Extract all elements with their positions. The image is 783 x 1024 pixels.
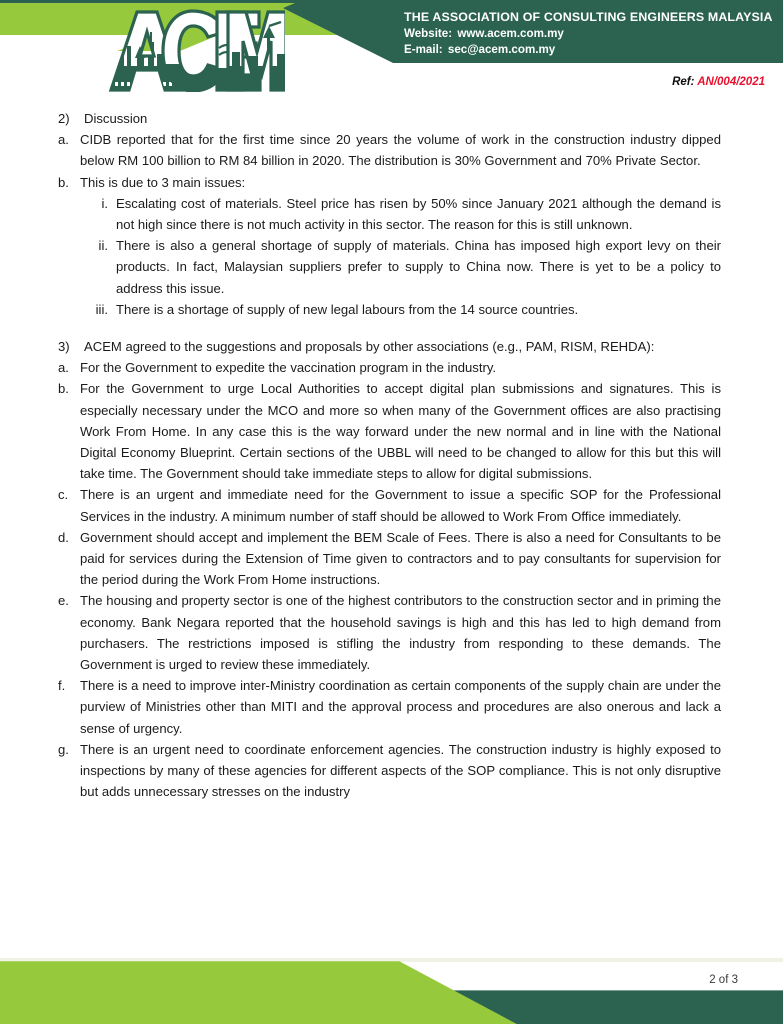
list-marker: a.: [58, 132, 69, 148]
list-marker: a.: [58, 360, 69, 376]
page-number: 2 of 3: [709, 974, 738, 986]
reference-label: Ref:: [672, 76, 695, 88]
list-marker: 2): [58, 111, 70, 126]
list-item: [58, 675, 721, 739]
list-item: [58, 357, 721, 378]
header-top-rule: [0, 0, 783, 3]
list-item: [58, 172, 721, 193]
list-marker: e.: [58, 593, 69, 609]
list-text: The housing and property sector is one of the highest contributors to the construction sector and in priming the economy. Bank Negara reported that the household savings is high and this has led to high demand from purchasers. The restrictions imposed is stifling the industry from responding to these demands. The Government is urged to review these immediately.: [80, 593, 721, 673]
list-text: Escalating cost of materials. Steel price has risen by 50% since January 2021 although the demand is not high since there is not much activity in this sector. The reason for this is still unknown.: [116, 195, 721, 233]
list-text: There is also a general shortage of supply of materials. China has imposed high export levy on their products. In fact, Malaysian suppliers prefer to supply to China now. There is yet to be a policy to address this issue.: [116, 238, 721, 296]
website-value[interactable]: www.acem.com.my: [457, 27, 564, 41]
list-item: [58, 129, 721, 171]
list-marker: g.: [58, 741, 69, 757]
list-item: [58, 378, 721, 484]
list-text: There is an urgent need to coordinate enforcement agencies. The construction industry is highly exposed to inspections by many of these agencies for different aspects of the SOP compliance. This is not only disruptive but adds unnecessary stresses on the industry: [80, 741, 721, 800]
list-marker: 3): [58, 339, 70, 355]
website-label: Website:: [404, 27, 453, 41]
email-line: [404, 42, 773, 58]
reference-value: AN/004/2021: [697, 76, 765, 88]
header-org-info: [404, 9, 773, 58]
list-marker: iii.: [95, 301, 108, 317]
list-text: This is due to 3 main issues:: [80, 174, 246, 190]
list-marker: i.: [101, 195, 108, 211]
list-item: [58, 739, 721, 803]
list-text: Government should accept and implement the BEM Scale of Fees. There is also a need for Consultants to be paid for services during the Extension of Time given to contractors and to pay consultants for supervision for the period during the Work From Home instructions.: [80, 529, 721, 588]
list-item: [58, 336, 721, 357]
list-text: CIDB reported that for the first time since 20 years the volume of work in the construction industry dipped below RM 100 billion to RM 84 billion in 2020. The distribution is 30% Government and 70% Private Sector.: [80, 132, 721, 169]
organization-title: THE ASSOCIATION OF CONSULTING ENGINEERS MALAYSIA: [404, 10, 773, 24]
list-marker: f.: [58, 678, 66, 694]
list-marker: ii.: [98, 238, 108, 254]
reference-line: [672, 76, 765, 88]
list-text: There is an urgent and immediate need for the Government to issue a specific SOP for the Professional Services in the industry. A minimum number of staff should be allowed to Work From Office immediately.: [80, 487, 721, 524]
acem-logo: [107, 8, 285, 92]
list-item: [58, 193, 721, 235]
list-item: [58, 590, 721, 675]
list-marker: b.: [58, 381, 69, 397]
section-spacer: [58, 320, 721, 336]
list-item: [58, 235, 721, 299]
website-line: [404, 26, 773, 42]
list-item: [58, 299, 721, 320]
list-text: There is a need to improve inter-Ministry coordination as certain components of the supply chain are under the purview of Ministries other than MITI and the approval process and procedures are also onerous and lack a sense of urgency.: [80, 678, 721, 736]
list-text: There is a shortage of supply of new legal labours from the 14 source countries.: [116, 301, 579, 317]
list-text: ACEM agreed to the suggestions and proposals by other associations (e.g., PAM, RISM, REHDA):: [84, 339, 655, 355]
page-header: [0, 0, 783, 100]
list-marker: b.: [58, 174, 69, 190]
list-text: For the Government to expedite the vaccination program in the industry.: [80, 360, 497, 376]
list-text: Discussion: [84, 111, 148, 126]
page-footer: [0, 958, 783, 1024]
list-item: [58, 527, 721, 591]
list-marker: c.: [58, 487, 69, 503]
document-body: [0, 108, 783, 803]
email-value[interactable]: sec@acem.com.my: [447, 43, 556, 57]
list-text: For the Government to urge Local Authorities to accept digital plan submissions and signatures. This is especially necessary under the MCO and more so when many of the Government offices are also practising Work From Home. In any case this is the way forward under the new normal and in line with the National Digital Economy Blueprint. Certain sections of the UBBL will need to be changed to allow for this but this will take time. The Government should take immediate steps to allow for digital submissions.: [80, 381, 721, 482]
list-item: [58, 484, 721, 526]
email-label: E-mail:: [404, 43, 443, 57]
acem-logo-icon: [107, 8, 285, 92]
list-item: [58, 108, 721, 129]
list-marker: d.: [58, 529, 69, 545]
